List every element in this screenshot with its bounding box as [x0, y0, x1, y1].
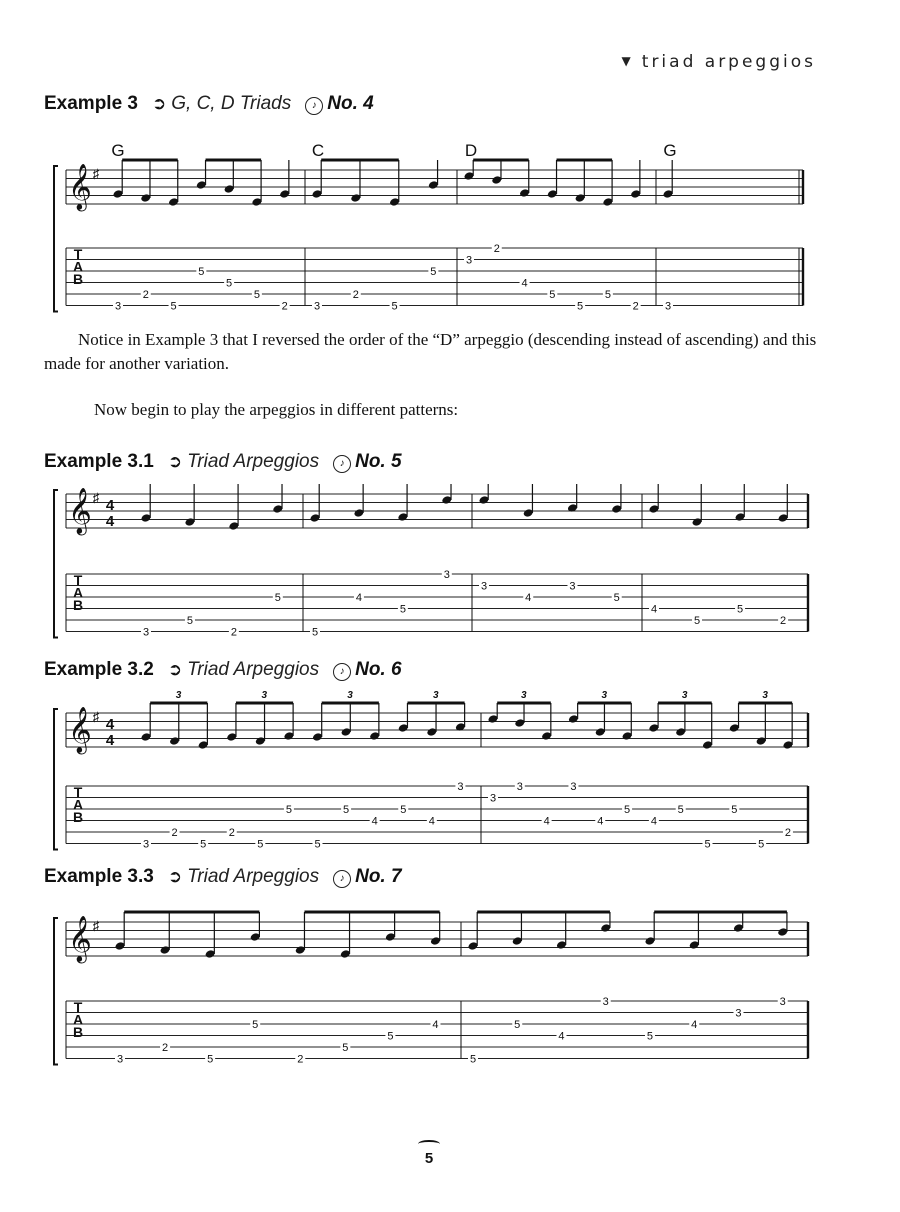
tab-fret-number: 2 [171, 827, 178, 839]
chord-symbol: G [111, 141, 125, 160]
example-system-4 [54, 912, 808, 1066]
triplet-label: 3 [681, 690, 688, 701]
tab-fret-number: 5 [207, 1053, 214, 1066]
example-system-3 [54, 690, 808, 851]
tab-fret-number: 5 [604, 289, 611, 301]
tab-fret-number: 5 [253, 289, 260, 301]
triplet-label: 3 [175, 690, 182, 701]
tab-fret-number: 5 [314, 838, 321, 851]
tab-fret-number: 5 [736, 603, 744, 616]
tab-fret-number: 5 [677, 804, 684, 816]
chord-symbol: G [663, 141, 677, 160]
tab-fret-number: 5 [343, 804, 350, 816]
tab-fret-number: 3 [489, 792, 497, 805]
tab-fret-number: 5 [170, 300, 177, 313]
triangle-down-icon: ▼ [621, 54, 634, 68]
chord-symbol: C [311, 141, 325, 160]
tab-fret-number: 3 [142, 838, 150, 851]
tab-fret-number: 5 [274, 592, 281, 604]
tab-fret-number: 2 [297, 1053, 304, 1066]
key-signature-sharp-icon: ♯ [92, 166, 100, 181]
tab-fret-number: 2 [784, 827, 792, 839]
tab-fret-number: 5 [257, 838, 264, 851]
track-number: No. 6 [355, 659, 402, 680]
tab-clef-letter: B [72, 597, 84, 613]
tab-fret-number: 2 [281, 300, 288, 313]
tab-fret-number: 3 [116, 1053, 124, 1066]
treble-clef-icon: 𝄞 [68, 165, 92, 209]
triplet-label: 3 [521, 690, 527, 701]
tab-fret-number: 4 [428, 815, 435, 828]
cd-arrow-icon: ➲ [167, 867, 183, 886]
tab-clef-letter: B [72, 1024, 84, 1040]
tab-fret-number: 4 [691, 1019, 698, 1031]
key-signature-sharp-icon: ♯ [92, 490, 100, 505]
tab-fret-number: 5 [285, 804, 292, 816]
tab-fret-number: 2 [162, 1042, 169, 1054]
paragraph-notice: Notice in Example 3 that I reversed the order of the “D” arpeggio (descending instead of ascending) and this made for another variation. [44, 330, 817, 373]
example-system-2 [54, 484, 808, 639]
system-bracket [54, 709, 58, 850]
tab-clef-letter: A [72, 584, 84, 601]
tab-fret-number: 3 [457, 781, 464, 793]
tab-fret-number: 4 [558, 1030, 565, 1043]
running-head-text: triad arpeggios [641, 52, 816, 72]
cd-track-icon: ♪ [305, 97, 323, 115]
tab-fret-number: 3 [735, 1007, 742, 1020]
cd-arrow-icon: ➲ [152, 94, 167, 113]
example-number: Example 3.1 [44, 451, 154, 472]
tab-fret-number: 5 [200, 838, 207, 851]
tab-fret-number: 4 [597, 815, 604, 828]
tab-fret-number: 5 [577, 300, 584, 313]
treble-clef-icon: 𝄞 [68, 489, 92, 533]
tab-clef-letter: A [72, 1011, 84, 1028]
page-number [412, 1140, 446, 1167]
cd-track-icon: ♪ [333, 870, 351, 888]
time-signature-numerator: 4 [105, 716, 115, 733]
time-signature-numerator: 4 [105, 497, 115, 514]
tab-fret-number: 5 [469, 1053, 477, 1066]
example-subtitle: G, C, D Triads [171, 93, 292, 114]
tab-clef-letter: B [72, 809, 84, 825]
tab-fret-number: 4 [650, 815, 657, 828]
tab-fret-number: 5 [693, 615, 701, 627]
tab-fret-number: 5 [624, 804, 631, 816]
tab-fret-number: 5 [400, 804, 407, 816]
example-number: Example 3.3 [44, 866, 154, 887]
tab-fret-number: 5 [342, 1042, 349, 1054]
tab-fret-number: 4 [371, 815, 378, 828]
triplet-label: 3 [347, 690, 353, 701]
tab-fret-number: 2 [493, 243, 500, 255]
tab-clef-letter: T [73, 246, 83, 262]
key-signature-sharp-icon: ♯ [92, 918, 100, 933]
example-system-1 [54, 141, 803, 313]
tab-clef-letter: T [73, 784, 83, 800]
tab-fret-number: 5 [226, 277, 233, 290]
time-signature-denominator: 4 [105, 513, 115, 530]
system-bracket [54, 918, 58, 1065]
example-subtitle: Triad Arpeggios [187, 659, 320, 680]
tab-fret-number: 5 [646, 1030, 654, 1043]
tab-fret-number: 3 [465, 254, 473, 267]
treble-clef-icon: 𝄞 [68, 917, 92, 961]
tab-fret-number: 5 [387, 1030, 394, 1043]
page-number-ornament [418, 1140, 440, 1148]
tab-fret-number: 5 [613, 592, 620, 604]
tab-fret-number: 3 [570, 781, 577, 793]
system-bracket [54, 166, 58, 312]
tab-fret-number: 2 [632, 300, 639, 313]
tab-fret-number: 4 [525, 592, 532, 604]
tab-fret-number: 3 [114, 300, 122, 313]
example-number: Example 3 [44, 93, 138, 114]
cd-track-icon: ♪ [333, 455, 351, 473]
tab-fret-number: 5 [704, 838, 711, 851]
tab-fret-number: 3 [602, 996, 609, 1008]
example-subtitle: Triad Arpeggios [187, 451, 320, 472]
tab-fret-number: 5 [549, 289, 556, 301]
tab-fret-number: 2 [142, 289, 149, 301]
tab-fret-number: 5 [430, 266, 437, 278]
tab-clef-letter: A [72, 796, 84, 813]
tab-fret-number: 5 [198, 266, 205, 278]
tab-fret-number: 5 [252, 1019, 259, 1031]
tab-clef-letter: B [72, 271, 84, 287]
cd-track-icon: ♪ [333, 663, 351, 681]
tab-fret-number: 4 [650, 603, 658, 616]
triplet-label: 3 [762, 690, 768, 701]
tab-fret-number: 5 [514, 1019, 521, 1031]
track-number: No. 4 [327, 93, 374, 114]
tab-fret-number: 3 [443, 569, 450, 581]
tab-fret-number: 3 [313, 300, 321, 313]
example-number: Example 3.2 [44, 659, 154, 680]
triplet-label: 3 [433, 690, 439, 701]
track-number: No. 5 [355, 451, 402, 472]
track-number: No. 7 [355, 866, 402, 887]
cd-arrow-icon: ➲ [167, 452, 183, 471]
tab-fret-number: 4 [432, 1019, 439, 1031]
tab-fret-number: 2 [228, 827, 235, 839]
tab-fret-number: 2 [352, 289, 359, 301]
tab-fret-number: 3 [142, 626, 150, 639]
tab-fret-number: 4 [355, 592, 363, 604]
tab-fret-number: 5 [186, 615, 194, 627]
triplet-label: 3 [261, 690, 268, 701]
tab-clef-letter: T [73, 572, 83, 588]
chord-symbol: D [464, 141, 478, 160]
key-signature-sharp-icon: ♯ [92, 709, 100, 724]
tab-fret-number: 3 [779, 996, 786, 1008]
tab-fret-number: 4 [521, 277, 528, 290]
tab-fret-number: 2 [230, 626, 237, 639]
cd-arrow-icon: ➲ [167, 660, 183, 679]
page-number-text: 5 [424, 1150, 434, 1167]
tab-fret-number: 2 [780, 615, 787, 627]
tab-clef-letter: T [73, 999, 83, 1015]
tab-clef-letter: A [72, 258, 84, 275]
tab-fret-number: 4 [543, 815, 550, 828]
tab-fret-number: 5 [311, 626, 319, 639]
paragraph-patterns: Now begin to play the arpeggios in different patterns: [94, 400, 459, 419]
tab-fret-number: 3 [480, 580, 488, 593]
triplet-label: 3 [601, 690, 608, 701]
example-subtitle: Triad Arpeggios [187, 866, 320, 887]
treble-clef-icon: 𝄞 [68, 708, 92, 752]
tab-fret-number: 5 [399, 603, 406, 616]
tab-fret-number: 3 [569, 580, 576, 593]
system-bracket [54, 490, 58, 638]
tab-fret-number: 5 [731, 804, 738, 816]
tab-fret-number: 3 [664, 300, 672, 313]
tab-fret-number: 5 [391, 300, 398, 313]
tab-fret-number: 5 [758, 838, 765, 851]
tab-fret-number: 3 [516, 781, 523, 793]
time-signature-denominator: 4 [105, 732, 115, 749]
